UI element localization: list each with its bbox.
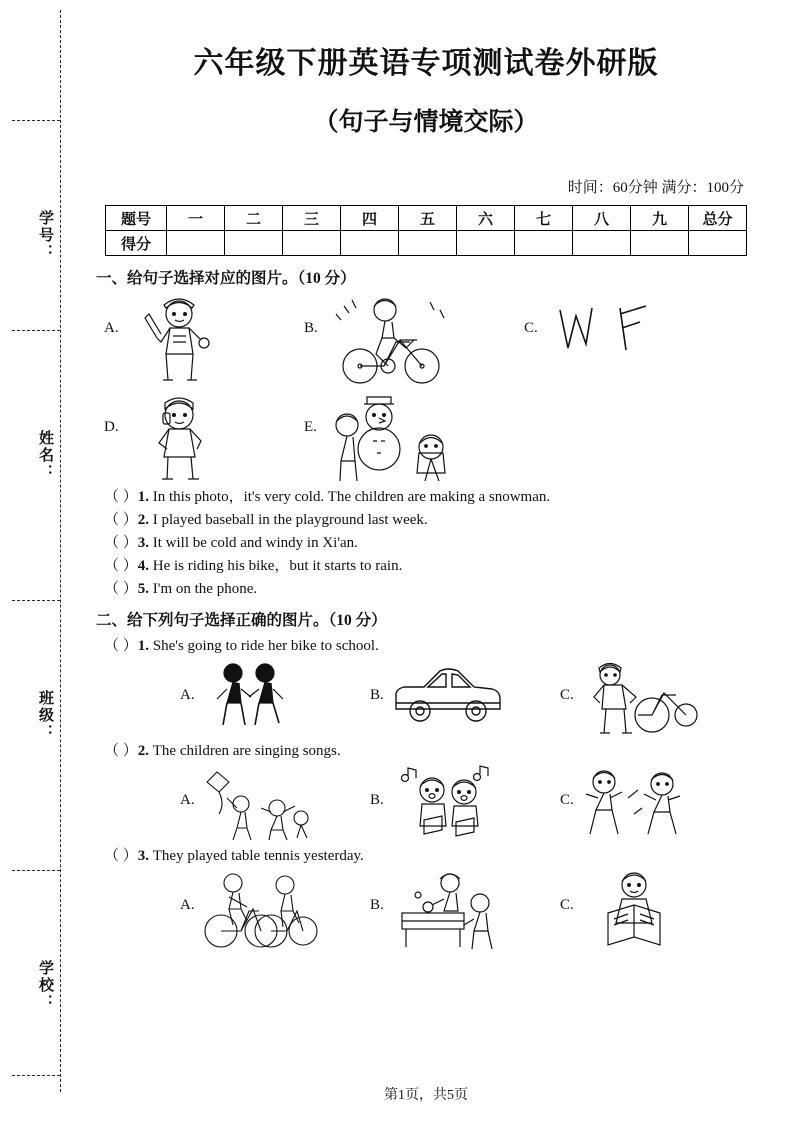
score-table-header-row (106, 206, 747, 231)
picture-children-singing (388, 764, 508, 842)
section-1-question-4 (104, 554, 762, 575)
answer-blank-1-3[interactable]: （ ） (104, 535, 138, 551)
picture-children-walking (199, 659, 309, 731)
answer-blank-1-1[interactable]: （ ） (104, 489, 138, 505)
page-subtitle: （句子与情境交际） (313, 109, 539, 136)
score-cell-5[interactable] (457, 231, 515, 256)
picture-girl-riding-bike-rain (322, 292, 472, 387)
option-letter-e: E. (304, 419, 317, 435)
section-2-q3-picture-row (180, 869, 762, 951)
section-2-q2-picture-row (180, 764, 762, 842)
option-letter-d: D. (104, 419, 119, 435)
question-number-1-2: 2. (137, 512, 150, 528)
picture-boy-with-bicycle (578, 659, 698, 737)
option-letter-a: A. (104, 320, 119, 336)
answer-blank-1-2[interactable]: （ ） (104, 512, 138, 528)
score-cell-7[interactable] (573, 231, 631, 256)
binding-dash-5 (12, 1075, 60, 1076)
exam-meta: 时间：60分钟 满分：100分 (567, 180, 744, 196)
section-2-question-2 (104, 739, 762, 760)
picture-boy-baseball (123, 292, 243, 387)
section-2-q3-option-a[interactable] (180, 869, 370, 951)
score-col-8: 九 (631, 206, 689, 231)
option-letter-2-1-b: B. (370, 687, 384, 703)
score-cell-3[interactable] (341, 231, 399, 256)
section-2-q2-option-a[interactable] (180, 764, 370, 842)
label-student-id: 学号： (37, 210, 53, 261)
score-row-label-1: 得分 (106, 231, 167, 256)
question-text-1-1: In this photo，it's very cold. The children are making a snowman. (152, 489, 551, 505)
section-1-question-1 (104, 485, 762, 506)
score-col-7: 八 (573, 206, 631, 231)
question-text-1-3: It will be cold and windy in Xi'an. (152, 535, 358, 551)
section-2-q1-option-b[interactable] (370, 659, 560, 731)
section-1-question-3 (104, 531, 762, 552)
section-1-option-c[interactable] (524, 292, 724, 387)
section-2-q1-option-a[interactable] (180, 659, 370, 731)
section-2-q1-picture-row (180, 659, 762, 737)
score-cell-8[interactable] (631, 231, 689, 256)
score-col-3: 四 (341, 206, 399, 231)
option-letter-b: B. (304, 320, 318, 336)
question-number-1-4: 4. (137, 558, 150, 574)
label-name: 姓名： (37, 430, 53, 481)
option-letter-2-1-a: A. (180, 687, 195, 703)
paper-content (90, 0, 762, 1122)
score-col-0: 一 (167, 206, 225, 231)
answer-blank-1-5[interactable]: （ ） (104, 581, 138, 597)
section-1-question-2 (104, 508, 762, 529)
section-2-question-1 (104, 634, 762, 655)
option-letter-2-3-a: A. (180, 897, 195, 913)
option-letter-2-2-b: B. (370, 792, 384, 808)
score-cell-6[interactable] (515, 231, 573, 256)
section-2-q1-option-c[interactable] (560, 659, 750, 737)
picture-children-flying-kite (199, 764, 314, 842)
question-text-1-4: He is riding his bike，but it starts to rain. (152, 558, 403, 574)
section-1-option-a[interactable] (104, 292, 304, 387)
answer-blank-2-3[interactable]: （ ） (104, 848, 138, 864)
section-2-q2-option-b[interactable] (370, 764, 560, 842)
question-number-1-1: 1. (137, 489, 150, 505)
score-cell-9[interactable] (689, 231, 747, 256)
question-number-2-1: 1. (137, 638, 150, 654)
option-letter-2-2-a: A. (180, 792, 195, 808)
score-cell-0[interactable] (167, 231, 225, 256)
picture-children-dancing (578, 764, 698, 842)
question-text-1-2: I played baseball in the playground last week. (152, 512, 428, 528)
score-cell-1[interactable] (225, 231, 283, 256)
section-2-heading: 二、给下列句子选择正确的图片。（10 分） (96, 612, 387, 629)
question-number-1-3: 3. (137, 535, 150, 551)
answer-blank-2-2[interactable]: （ ） (104, 743, 138, 759)
picture-two-cyclists (199, 869, 319, 951)
option-letter-2-3-c: C. (560, 897, 574, 913)
binding-dash-1 (12, 120, 60, 121)
question-text-2-2: The children are singing songs. (152, 743, 341, 759)
score-cell-4[interactable] (399, 231, 457, 256)
section-2-q3-option-c[interactable] (560, 869, 750, 951)
section-2-q2-option-c[interactable] (560, 764, 750, 842)
option-letter-2-1-c: C. (560, 687, 574, 703)
question-number-1-5: 5. (137, 581, 150, 597)
option-letter-2-2-c: C. (560, 792, 574, 808)
score-row-label-0: 题号 (106, 206, 167, 231)
student-info-strip (12, 200, 56, 1050)
question-text-2-1: She's going to ride her bike to school. (152, 638, 379, 654)
score-cell-2[interactable] (283, 231, 341, 256)
question-number-2-3: 3. (137, 848, 150, 864)
label-school: 学校： (37, 960, 53, 1011)
section-2-question-3 (104, 844, 762, 865)
section-1-option-e[interactable] (304, 391, 544, 483)
question-text-1-5: I'm on the phone. (152, 581, 258, 597)
page-footer: 第1页，共5页 (384, 1088, 468, 1103)
section-2-q3-option-b[interactable] (370, 869, 560, 951)
question-number-2-2: 2. (137, 743, 150, 759)
score-col-4: 五 (399, 206, 457, 231)
section-1-picture-row-2 (104, 391, 762, 483)
score-col-6: 七 (515, 206, 573, 231)
picture-girl-on-phone (123, 391, 243, 483)
score-col-9: 总分 (689, 206, 747, 231)
label-class: 班级： (37, 690, 53, 741)
picture-children-snowman (321, 391, 491, 483)
option-letter-c: C. (524, 320, 538, 336)
question-text-2-3: They played table tennis yesterday. (152, 848, 364, 864)
section-1-option-d[interactable] (104, 391, 304, 483)
score-table (105, 205, 747, 256)
picture-boy-reading-book (578, 869, 698, 951)
score-col-5: 六 (457, 206, 515, 231)
option-letter-2-3-b: B. (370, 897, 384, 913)
binding-dashed-line (60, 10, 61, 1092)
answer-blank-1-4[interactable]: （ ） (104, 558, 138, 574)
picture-car (388, 659, 508, 731)
answer-blank-2-1[interactable]: （ ） (104, 638, 138, 654)
page-title: 六年级下册英语专项测试卷外研版 (193, 47, 659, 80)
picture-table-tennis (388, 869, 508, 951)
section-1-question-5 (104, 577, 762, 598)
score-table-value-row (106, 231, 747, 256)
section-1-picture-row-1 (104, 292, 762, 387)
picture-windy-weather (542, 292, 672, 387)
section-1-option-b[interactable] (304, 292, 524, 387)
score-col-2: 三 (283, 206, 341, 231)
score-col-1: 二 (225, 206, 283, 231)
section-1-heading: 一、给句子选择对应的图片。（10 分） (96, 270, 356, 287)
